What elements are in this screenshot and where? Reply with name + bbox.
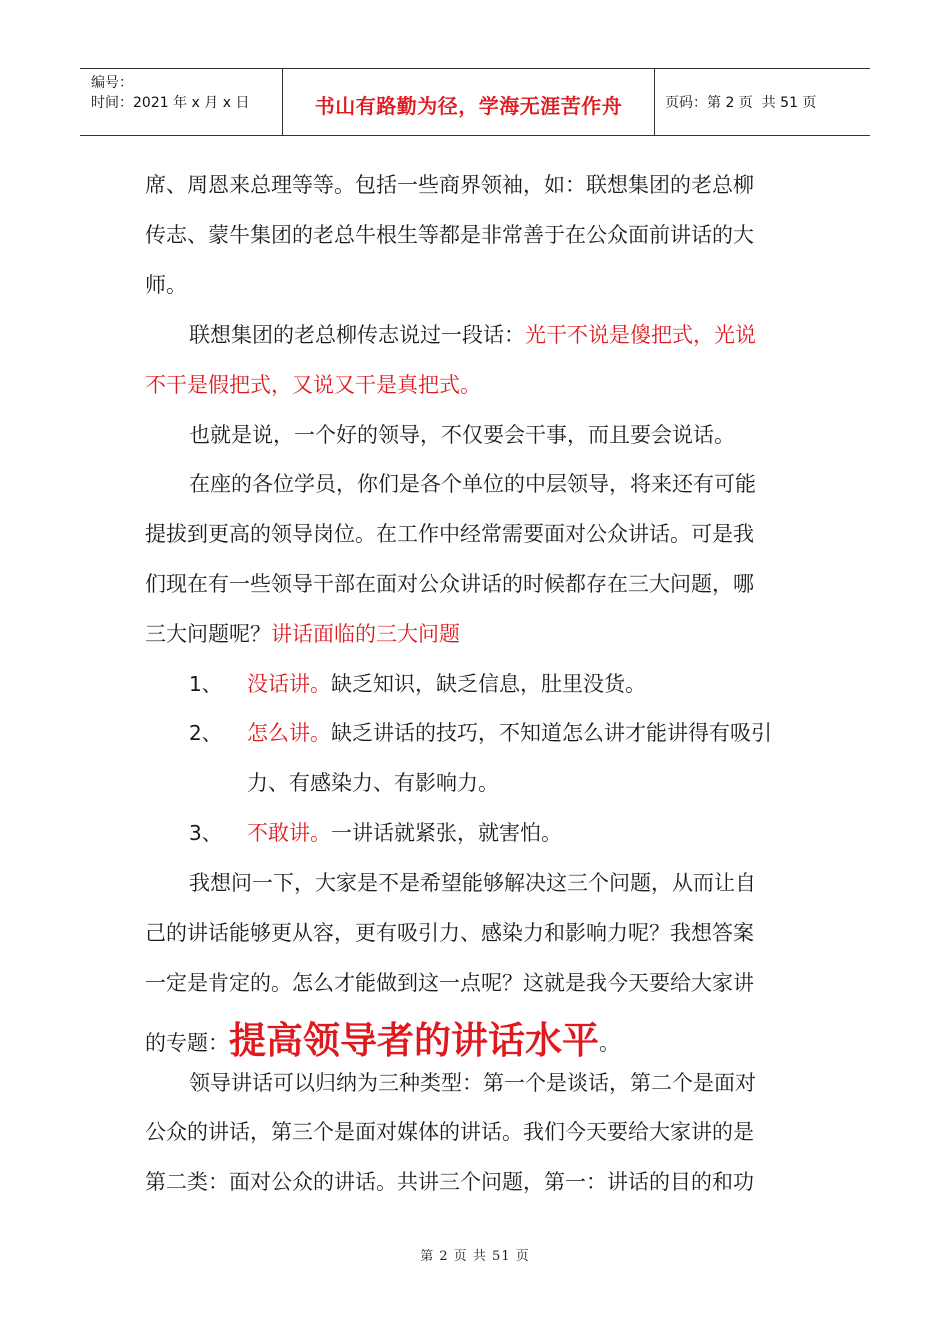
list-item-key: 没话讲。 [247, 672, 331, 696]
number-label: 编号： [91, 75, 133, 91]
paragraph-line: 在座的各位学员，你们是各个单位的中层领导，将来还有可能 [189, 472, 756, 496]
question-text: 三大问题呢？ [145, 622, 271, 646]
topic-line [145, 1020, 810, 1060]
document-header [80, 68, 870, 136]
topic-suffix: 。 [599, 1031, 620, 1055]
paragraph-line: 提拔到更高的领导岗位。在工作中经常需要面对公众讲话。可是我 [145, 522, 754, 546]
header-page-info [655, 69, 870, 135]
paragraph-line: 也就是说，一个好的领导，不仅要会干事，而且要会说话。 [189, 423, 735, 447]
paragraph-line: 一定是肯定的。怎么才能做到这一点呢？这就是我今天要给大家讲 [145, 971, 754, 995]
paragraph-line: 席、周恩来总理等等。包括一些商界领袖，如：联想集团的老总柳 [145, 173, 754, 197]
section-heading-red: 讲话面临的三大问题 [271, 622, 460, 646]
paragraph-line: 们现在有一些领导干部在面对公众讲话的时候都存在三大问题，哪 [145, 572, 754, 596]
paragraph-line: 公众的讲话，第三个是面对媒体的讲话。我们今天要给大家讲的是 [145, 1120, 754, 1144]
paragraph-line: 师。 [145, 273, 187, 297]
list-item-key: 怎么讲。 [247, 721, 331, 745]
list-item-continuation: 力、有感染力、有影响力。 [247, 771, 499, 795]
quote-intro: 联想集团的老总柳传志说过一段话： [189, 323, 525, 347]
paragraph-line: 我想问一下，大家是不是希望能够解决这三个问题，从而让自 [189, 871, 756, 895]
page-info-text: 页码：第 2 页 共 51 页 [665, 95, 817, 111]
date-line: 时间：2021 年 x 月 x 日 [91, 95, 250, 111]
header-motto: 书山有路勤为径，学海无涯苦作舟 [282, 69, 655, 135]
list-item [247, 818, 562, 848]
quote-red-text: 不干是假把式，又说又干是真把式。 [145, 373, 481, 397]
list-number: 2、 [189, 721, 222, 745]
list-item [247, 669, 646, 699]
list-number: 1、 [189, 672, 222, 696]
topic-title: 提高领导者的讲话水平 [229, 1018, 599, 1062]
header-meta [80, 69, 282, 135]
list-item-text: 缺乏知识，缺乏信息，肚里没货。 [331, 672, 646, 696]
list-item-text: 缺乏讲话的技巧，不知道怎么讲才能讲得有吸引 [331, 721, 772, 745]
paragraph-line [145, 619, 810, 649]
paragraph-line: 己的讲话能够更从容，更有吸引力、感染力和影响力呢？我想答案 [145, 921, 754, 945]
paragraph-line: 第二类：面对公众的讲话。共讲三个问题，第一：讲话的目的和功 [145, 1170, 754, 1194]
list-item [247, 718, 772, 748]
list-item-text: 一讲话就紧张，就害怕。 [331, 821, 562, 845]
paragraph-line: 领导讲话可以归纳为三种类型：第一个是谈话，第二个是面对 [189, 1071, 756, 1095]
quote-red-text: 光干不说是傻把式，光说 [525, 323, 756, 347]
page-footer: 第 2 页 共 51 页 [420, 1249, 530, 1264]
topic-prefix: 的专题： [145, 1031, 229, 1055]
paragraph-line: 传志、蒙牛集团的老总牛根生等都是非常善于在公众面前讲话的大 [145, 223, 754, 247]
list-number: 3、 [189, 821, 222, 845]
list-item-key: 不敢讲。 [247, 821, 331, 845]
quote-line [189, 320, 810, 350]
